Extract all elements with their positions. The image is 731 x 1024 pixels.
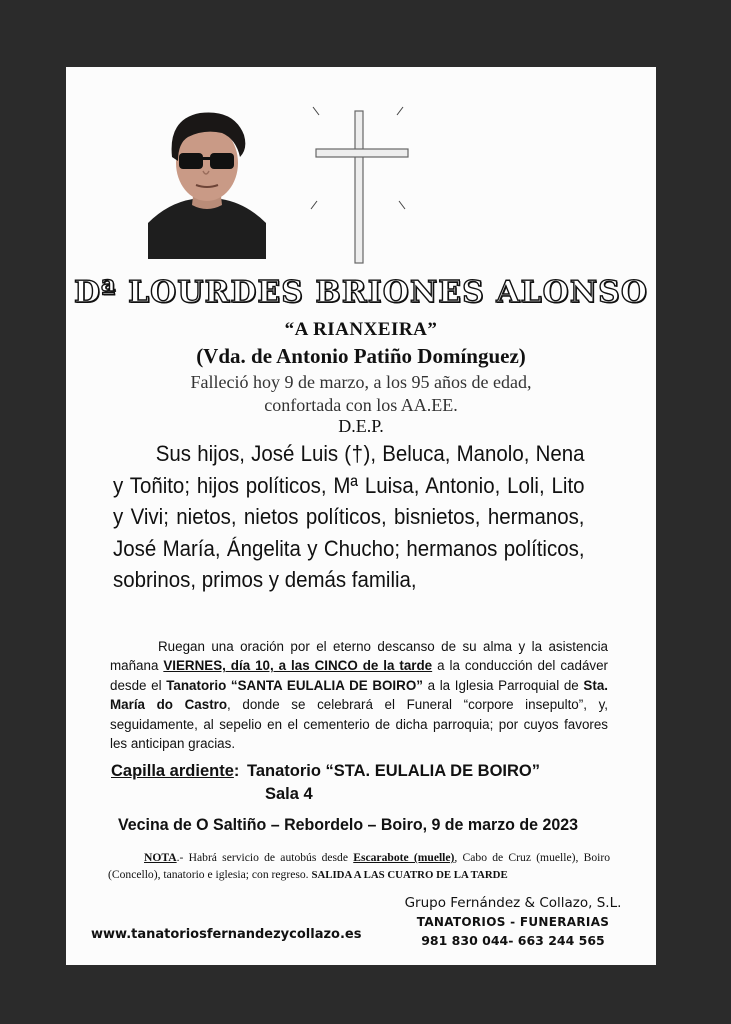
church-name: Sta. María do Castro — [110, 677, 608, 713]
prayer-part3: a la Iglesia Parroquial de — [422, 677, 584, 693]
company-subtitle: TANATORIOS - FUNERARIAS — [416, 915, 610, 929]
dep-text: D.E.P. — [338, 416, 384, 436]
death-line-2: confortada con los AA.EE. — [264, 395, 458, 415]
capilla-room: Sala 4 — [265, 785, 313, 803]
nickname: “A RIANXEIRA” — [284, 319, 438, 340]
prayer-part2: a la conducción del cadáver desde el — [110, 658, 608, 693]
company-phones: 981 830 044- 663 244 565 — [421, 933, 605, 948]
bus-note — [108, 849, 610, 884]
residence-date-line: Vecina de O Saltiño – Rebordelo – Boiro, 9 de marzo de 2023 — [118, 815, 579, 834]
prayer-part4: , donde se celebrará el Funeral “corpore insepulto”, y, seguidamente, al sepelio en el cementerio de dicha parroquia; por cuyos favores les anticipan gracias. — [110, 697, 608, 752]
cross-icon — [303, 101, 413, 266]
widow-of: (Vda. de Antonio Patiño Domínguez) — [196, 344, 526, 368]
family-text: Sus hijos, José Luis (†), Beluca, Manolo, Nena y Toñito; hijos políticos, Mª Luisa, Antonio, Loli, Lito y Vivi; nietos, nietos políticos, bisnietos, hermanos, José María, Ángelita y Chucho; hermanos políticos, sobrinos, primos y demás familia, — [113, 441, 585, 592]
service-day-time: VIERNES, día 10, a las CINCO de la tarde — [163, 658, 433, 674]
obituary-sheet — [66, 67, 656, 965]
portrait-photo — [148, 105, 266, 259]
prayer-paragraph — [110, 637, 608, 753]
nota-departure: SALIDA A LAS CUATRO DE LA TARDE — [311, 869, 508, 881]
deceased-name: Dª LOURDES BRIONES ALONSO — [74, 275, 648, 310]
nota-label: NOTA — [144, 851, 177, 864]
capilla-line — [111, 762, 540, 781]
capilla-label: Capilla ardiente — [111, 762, 234, 780]
nota-part2: , Cabo de Cruz (muelle), Boiro (Concello), tanatorio e iglesia; con regreso. — [108, 851, 611, 881]
nota-stop: Escarabote (muelle) — [353, 851, 455, 864]
death-line-1: Falleció hoy 9 de marzo, a los 95 años de edad, — [190, 372, 532, 392]
company-name: Grupo Fernández & Collazo, S.L. — [404, 895, 622, 911]
family-list — [113, 438, 585, 596]
capilla-colon: : — [233, 762, 240, 780]
prayer-part1: Ruegan una oración por el eterno descanso de su alma y la asistencia mañana — [110, 639, 608, 674]
capilla-value: Tanatorio “STA. EULALIA DE BOIRO” — [246, 762, 540, 780]
nota-part1: .- Habrá servicio de autobús desde — [176, 851, 354, 864]
tanatorio-name: Tanatorio “SANTA EULALIA DE BOIRO” — [166, 677, 423, 693]
website-link[interactable]: www.tanatoriosfernandezycollazo.es — [91, 927, 362, 942]
